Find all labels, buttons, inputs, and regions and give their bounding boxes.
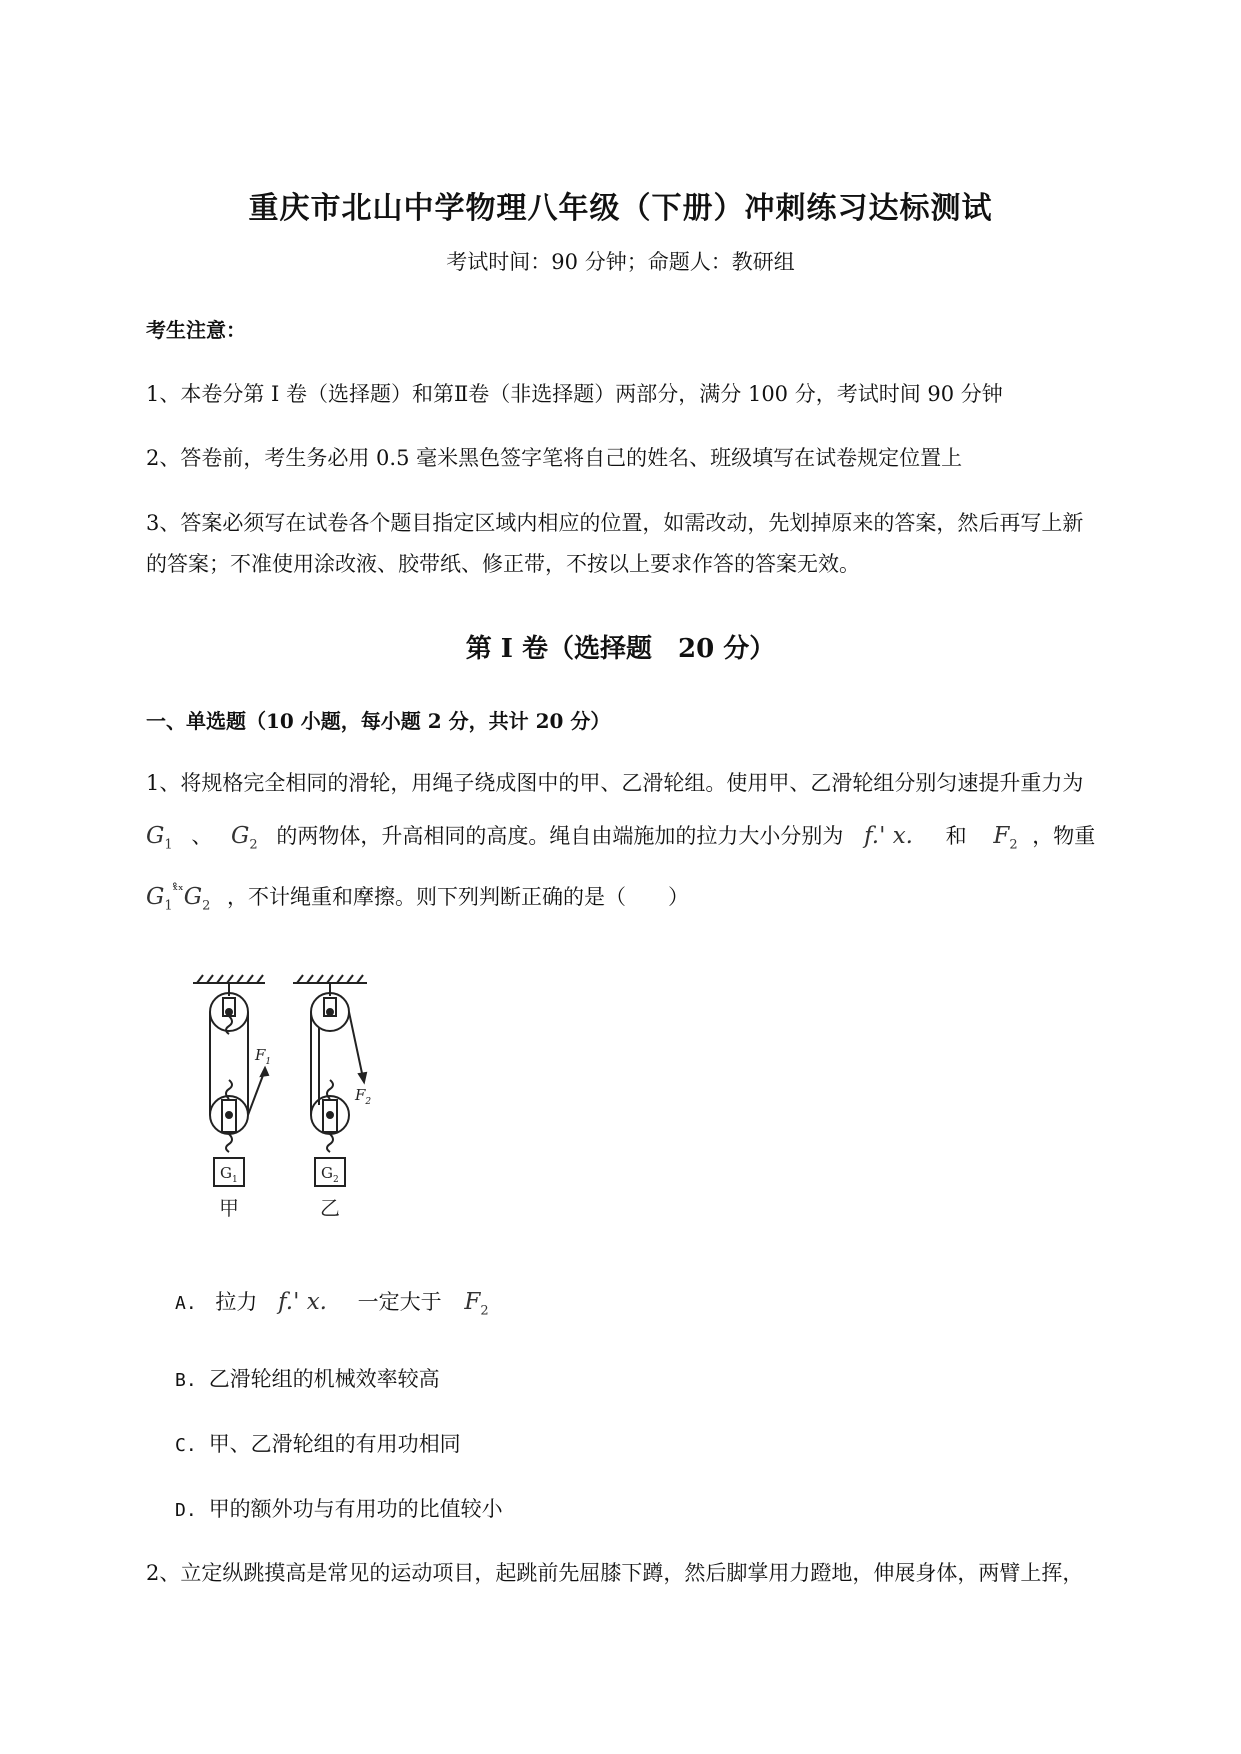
option-a-key: A. (175, 1293, 197, 1314)
separator: 、 (191, 824, 213, 848)
option-b-text: 乙滑轮组的机械效率较高 (208, 1367, 440, 1391)
math-g1: $G_1$ (146, 823, 173, 853)
math-g2: $G_2$ (231, 823, 258, 853)
and-text: 和 (945, 824, 967, 848)
question-1-line-1: 1、将规格完全相同的滑轮，用绳子绕成图中的甲、乙滑轮组。使用甲、乙滑轮组分别匀速提升重力为 (146, 771, 1084, 795)
force-label-f2: $F_2$ (355, 1086, 372, 1107)
weight-label-g2: $G_2$ (321, 1164, 339, 1185)
option-d-key: D. (175, 1500, 197, 1521)
option-b-key: B. (175, 1370, 197, 1391)
notice-item-2: 2、答卷前，考生务必用 0.5 毫米黑色签字笔将自己的姓名、班级填写在试卷规定位置上 (146, 446, 963, 470)
option-c[interactable] (175, 1428, 461, 1458)
notice-item-3: 3、答案必须写在试卷各个题目指定区域内相应的位置，如需改动，先划掉原来的答案，然后再写上新 (146, 511, 1084, 535)
ceiling-left (193, 975, 265, 983)
option-d[interactable] (175, 1493, 503, 1523)
math-f1-option: f.' x. (278, 1289, 327, 1315)
option-c-text: 甲、乙滑轮组的有用功相同 (208, 1432, 461, 1456)
pulley-system-yi (311, 983, 366, 1186)
option-a[interactable] (175, 1286, 489, 1319)
label-jia: 甲 (219, 1196, 239, 1220)
math-f2: $F_2$ (993, 823, 1018, 853)
garbled-relation: ˣ̊ˣ (172, 883, 184, 898)
question-1-text-end: ，物重 (1032, 824, 1096, 848)
section-title: 第 I 卷（选择题 20 分） (465, 634, 776, 664)
document-title: 重庆市北山中学物理八年级（下册）冲刺练习达标测试 (248, 191, 993, 226)
question-1-text: 的两物体，升高相同的高度。绳自由端施加的拉力大小分别为 (276, 824, 844, 848)
pulley-figure (185, 970, 405, 1230)
math-f2-option: $F_2$ (464, 1289, 489, 1319)
question-1-line-3 (146, 881, 689, 914)
option-d-text: 甲的额外功与有用功的比值较小 (208, 1497, 503, 1521)
question-1-stem-end: ，不计绳重和摩擦。则下列判断正确的是（ ） (227, 885, 690, 909)
notice-heading: 考生注意： (146, 318, 246, 342)
math-g1-relation: $G_1$ (146, 884, 173, 914)
option-a-text: 拉力 (215, 1290, 258, 1314)
ceiling-right (293, 975, 367, 983)
pulley-system-jia (210, 983, 268, 1186)
question-2-line-1: 2、立定纵跳摸高是常见的运动项目，起跳前先屈膝下蹲，然后脚掌用力蹬地，伸展身体，两臂上挥， (146, 1561, 1084, 1585)
label-yi: 乙 (320, 1196, 340, 1220)
force-label-f1: $F_1$ (255, 1046, 272, 1067)
exam-info: 考试时间：90 分钟；命题人：教研组 (446, 250, 795, 274)
option-a-mid: 一定大于 (357, 1290, 442, 1314)
math-f1: f.' x. (864, 823, 913, 849)
option-b[interactable] (175, 1363, 440, 1393)
section-subheading: 一、单选题（10 小题，每小题 2 分，共计 20 分） (146, 709, 611, 733)
notice-item-1: 1、本卷分第 I 卷（选择题）和第Ⅱ卷（非选择题）两部分，满分 100 分，考试时间 90 分钟 (146, 382, 1003, 406)
notice-item-3-cont: 的答案；不准使用涂改液、胶带纸、修正带，不按以上要求作答的答案无效。 (146, 552, 860, 576)
math-g2-relation: $G_2$ (183, 884, 211, 914)
option-c-key: C. (175, 1435, 197, 1456)
weight-label-g1: $G_1$ (220, 1164, 238, 1185)
question-1-line-2 (146, 820, 1095, 853)
